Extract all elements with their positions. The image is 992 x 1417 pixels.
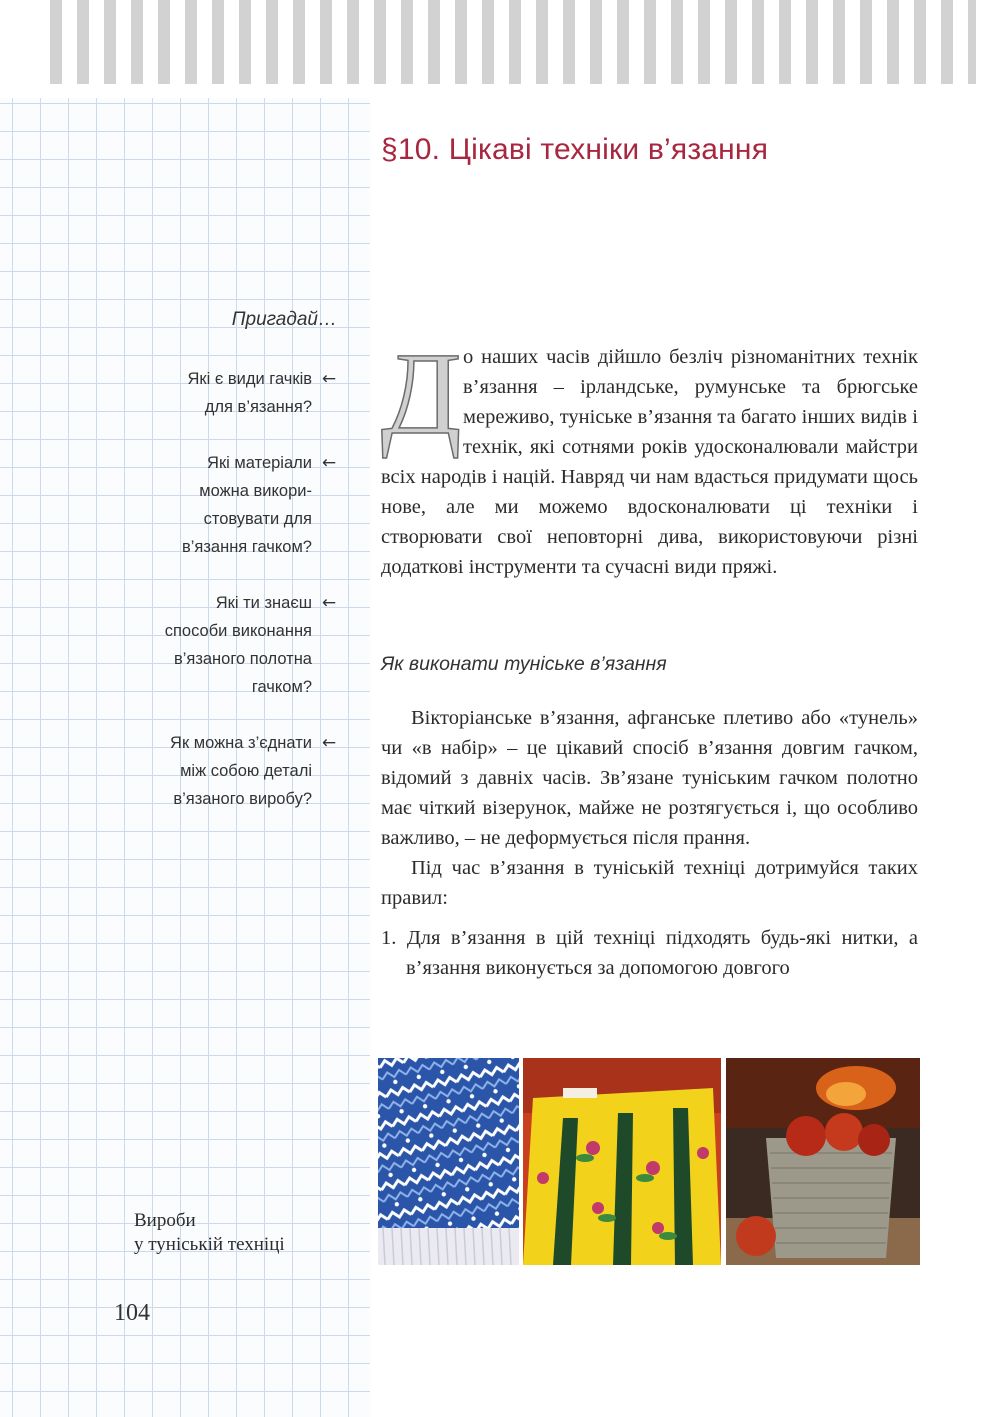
page-title: §10. Цікаві техніки в’язання [381, 133, 769, 166]
section-heading: Як виконати туніське в’язання [381, 653, 667, 675]
recall-question-3: Які ти знаєш способи виконання в’язаного полотна гачком? [164, 594, 312, 696]
top-stripes-decoration [50, 0, 976, 84]
photo-blue-blanket [378, 1058, 519, 1265]
intro-paragraph [381, 328, 918, 582]
photo-knitted-basket [726, 1058, 920, 1265]
arrow-left-icon: ← [321, 369, 337, 389]
paragraph: Під час в’язання в туніській техніці дотримуйся таких правил: [381, 857, 918, 909]
drop-cap: Д [381, 328, 462, 459]
recall-question-1: Які є види гачків для в’язання? [187, 370, 312, 416]
section-body [381, 703, 918, 983]
arrow-left-icon: ← [321, 453, 337, 473]
list-item: 1. Для в’язання в цій техніці підходять будь-які нитки, а в’язання виконується за допомогою довгого [381, 927, 918, 979]
recall-question-4: Як можна з’єднати між собою деталі в’язаного виробу? [170, 734, 312, 808]
intro-text: о наших часів дійшло безліч різноманітних технік в’язання – ірландське, румунське та брюгське мереживо, туніське в’язання та багато інших видів і технік, які сотнями років удосконалювали майстри всіх народів і націй. Навряд чи нам вдасться придумати щось нове, але ми можемо вдосконалювати ці техніки і створювати свої неповторні дива, використовуючи різні додаткові інструменти та сучасні види пряжі. [381, 346, 918, 578]
photo-yellow-blanket [523, 1058, 721, 1265]
rules-list [381, 923, 918, 983]
recall-question-2: Які матеріали можна викори- стовувати для в’язання гачком? [181, 454, 312, 556]
arrow-left-icon: ← [321, 733, 337, 753]
recall-heading: Пригадай… [231, 309, 337, 330]
figure-caption: Вироби у туніській техніці [134, 1210, 285, 1255]
page-number: 104 [114, 1300, 150, 1326]
arrow-left-icon: ← [321, 593, 337, 613]
paragraph: Вікторіанське в’язання, афганське плетиво або «тунель» чи «в набір» – це цікавий спосіб в’язання довгим гачком, відомий з давніх часів. Зв’язане туніським гачком полотно має чіткий візерунок, майже не розтягується і, що особливо важливо, – не деформується після прання. [381, 707, 918, 849]
